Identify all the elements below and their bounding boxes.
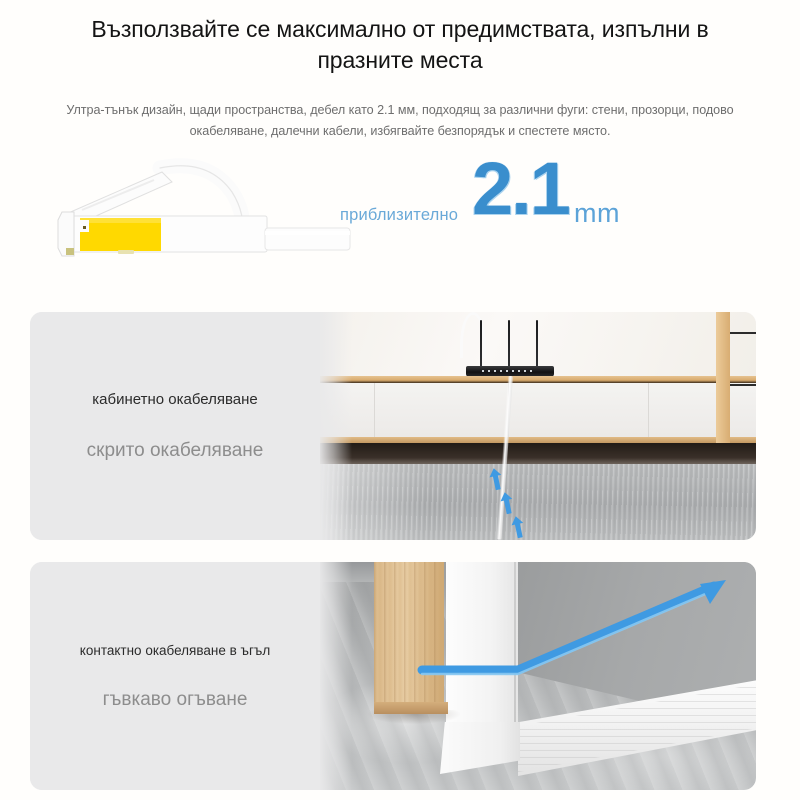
photo-left-fade [318,312,352,540]
card-caption-primary: кабинетно окабеляване [92,390,258,408]
card-caption-primary: контактно окабеляване в ъгъл [79,642,271,658]
router-antenna [508,320,510,367]
cabinet-panel-seam [648,383,649,437]
page-title: Възползвайте се максимално от предимствата, изпълни в празните места [91,16,709,73]
thickness-callout [340,147,640,264]
shelf-rail [730,332,756,334]
wifi-router-icon [466,362,554,377]
cabinet-wood-top [318,376,756,383]
thickness-value: 2.1 [472,147,569,230]
shelf-post [716,312,730,443]
card-caption [30,562,320,790]
router-antenna [536,320,538,367]
router-led-row [482,370,532,372]
corner-bend-arrow-icon [414,570,754,705]
rj45-flat-cable-icon [22,152,352,282]
under-cabinet-shadow [318,443,756,464]
card-caption [30,312,320,540]
page-subtitle: Ултра-тънък дизайн, щади пространства, дебел като 2.1 мм, подходящ за различни фуги: стени, прозорци, подово окабеляване, далечни кабели, избягвайте безпорядък и спестете място. [66,103,734,138]
cabinet-front-panels [318,383,756,437]
card-caption-secondary: гъвкаво огъване [102,688,248,710]
shelf-rail [730,384,756,386]
thickness-unit: mm [574,198,620,228]
card-caption-secondary: скрито окабеляване [86,439,264,461]
thickness-label: приблизително [340,206,459,224]
cabinet-panel-seam [374,383,375,437]
photo-left-fade [318,562,352,790]
router-antenna [480,320,482,367]
card-photo-living-room [318,312,756,540]
feature-card-corner-wiring [30,562,756,790]
page-header [0,0,800,142]
feature-card-cabinet-wiring [30,312,756,540]
card-photo-room-corner [318,562,756,790]
hero-section [0,147,800,282]
